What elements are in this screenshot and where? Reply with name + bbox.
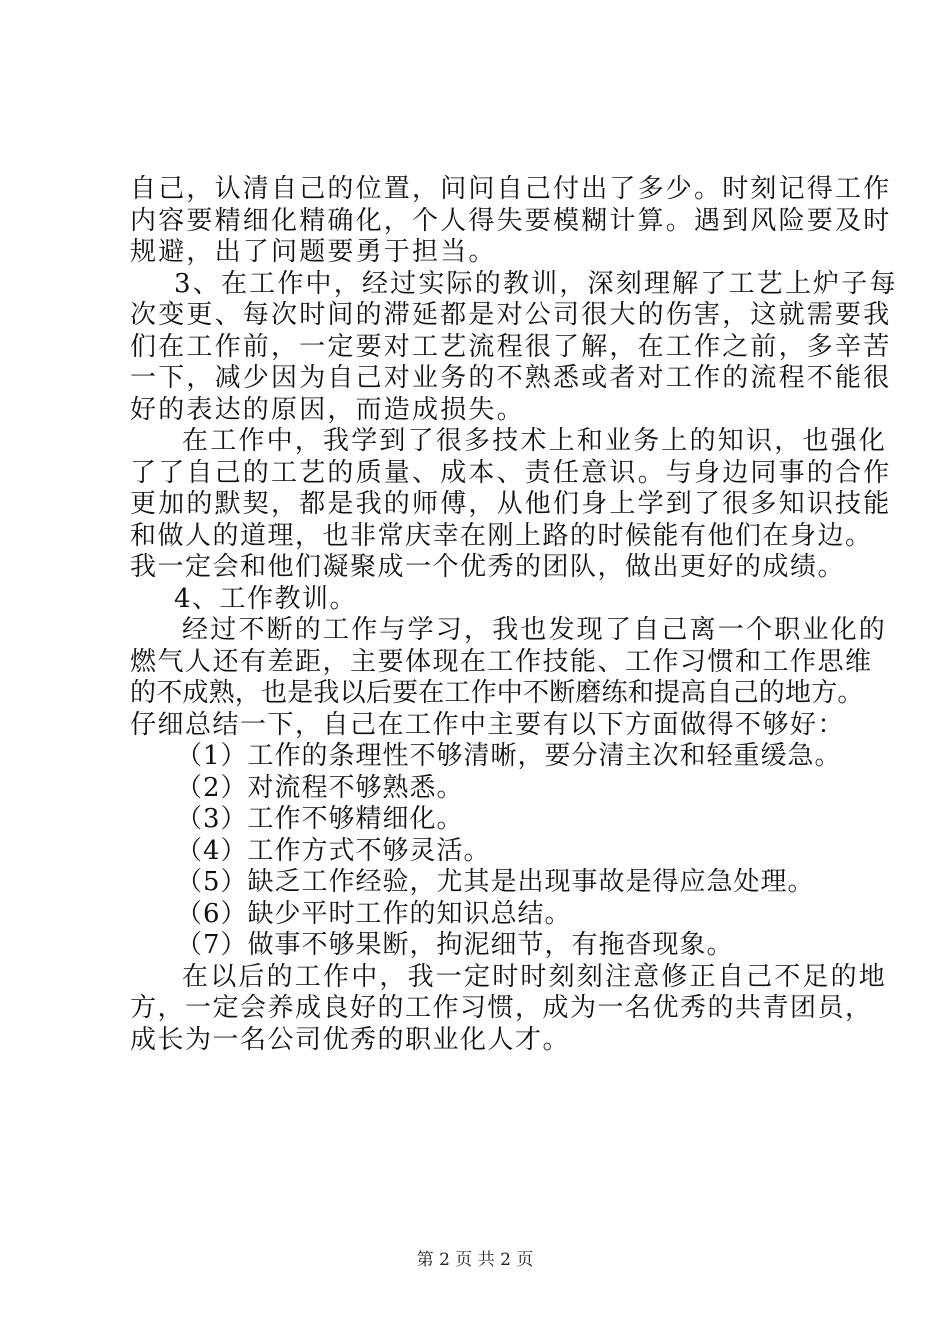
- text-line: 方，一定会养成良好的工作习惯，成为一名优秀的共青团员，: [130, 993, 873, 1023]
- text-line: 一下，减少因为自己对业务的不熟悉或者对工作的流程不能很: [130, 363, 892, 393]
- text-line: 好的表达的原因，而造成损失。: [130, 394, 525, 425]
- list-item: （4）工作方式不够灵活。: [176, 835, 491, 866]
- paragraph-start: 在工作中，我学到了很多技术上和业务上的知识，也强化: [182, 426, 888, 456]
- document-body: [130, 174, 898, 1056]
- list-item: （7）做事不够果断，拘泥细节，有拖沓现象。: [176, 930, 734, 960]
- text-line: 内容要精细化精确化，个人得失要模糊计算。遇到风险要及时: [130, 205, 892, 236]
- text-line: 更加的默契，都是我的师傅，从他们身上学到了很多知识技能: [130, 489, 892, 519]
- text-line: 的不成熟，也是我以后要在工作中不断磨练和提高自己的地方。: [130, 678, 864, 708]
- text-line: 次变更、每次时间的滞延都是对公司很大的伤害，这就需要我: [130, 300, 892, 330]
- text-line: 自己，认清自己的位置，问问自己付出了多少。时刻记得工作: [130, 174, 892, 204]
- list-item: （5）缺乏工作经验，尤其是出现事故是得应急处理。: [176, 867, 815, 897]
- section-heading-4: 4、工作教训。: [174, 583, 358, 614]
- text-line: 和做人的道理，也非常庆幸在刚上路的时候能有他们在身边。: [130, 520, 873, 551]
- text-line: 们在工作前，一定要对工艺流程很了解，在工作之前，多辛苦: [130, 331, 892, 362]
- text-line: 了了自己的工艺的质量、成本、责任意识。与身边同事的合作: [130, 457, 892, 488]
- text-line: 成长为一名公司优秀的职业化人才。: [130, 1024, 571, 1055]
- page-number-footer: 第 2 页 共 2 页: [416, 1250, 534, 1270]
- text-line: 规避，出了问题要勇于担当。: [130, 237, 497, 267]
- text-line: 仔细总结一下，自己在工作中主要有以下方面做得不够好：: [130, 709, 846, 740]
- text-line: 燃气人还有差距，主要体现在工作技能、工作习惯和工作思维: [130, 646, 873, 677]
- text-line: 我一定会和他们凝聚成一个优秀的团队，做出更好的成绩。: [130, 552, 846, 582]
- paragraph-start: 经过不断的工作与学习，我也发现了自己离一个职业化的: [182, 615, 888, 645]
- list-item: （1）工作的条理性不够清晰，要分清主次和轻重缓急。: [176, 741, 842, 771]
- paragraph-start: 在以后的工作中，我一定时时刻刻注意修正自己不足的地: [182, 961, 888, 992]
- list-item: （3）工作不够精细化。: [176, 804, 464, 834]
- section-heading-3: 3、在工作中，经过实际的教训，深刻理解了工艺上炉子每: [174, 268, 898, 299]
- list-item: （2）对流程不够熟悉。: [176, 772, 464, 803]
- list-item: （6）缺少平时工作的知识总结。: [176, 898, 572, 929]
